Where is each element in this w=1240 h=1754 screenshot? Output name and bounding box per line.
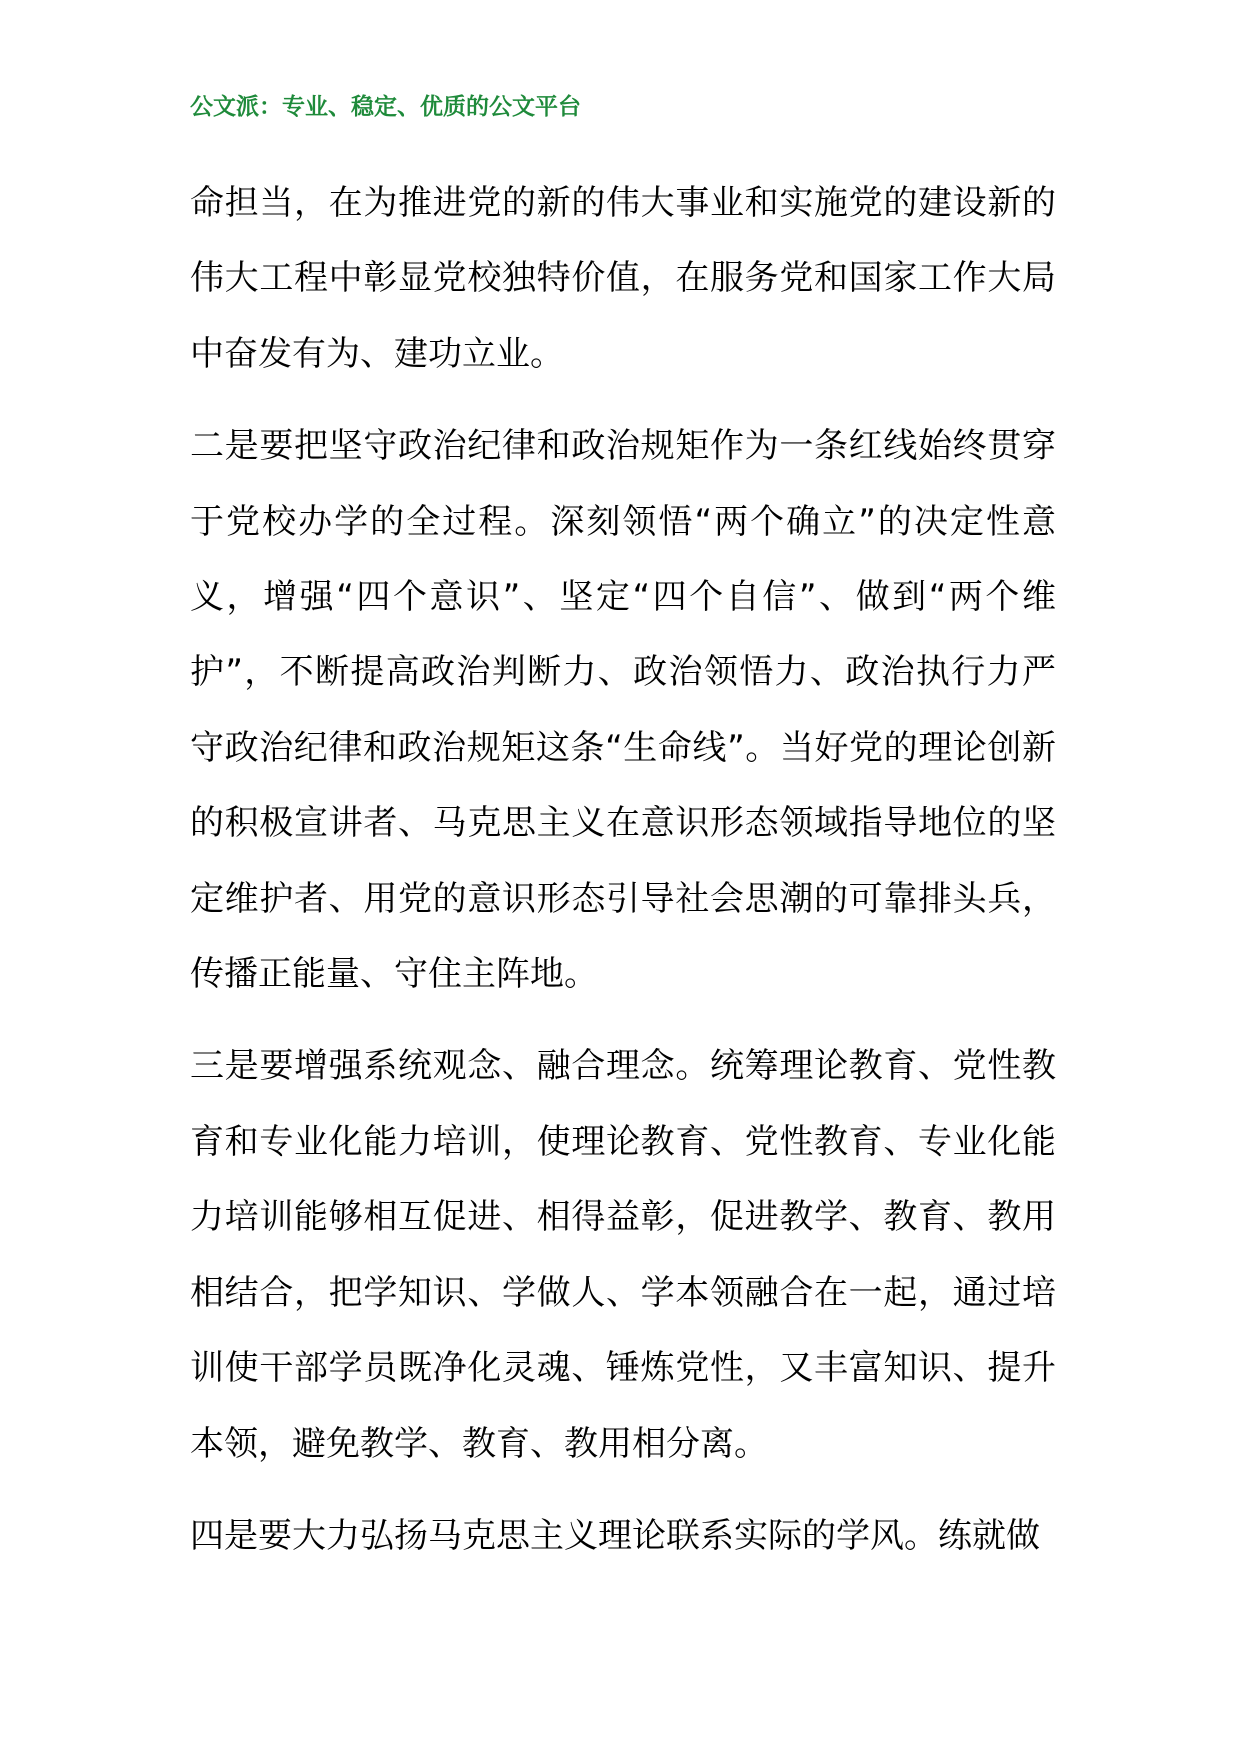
paragraph-3: 三是要增强系统观念、融合理念。统筹理论教育、党性教育和专业化能力培训，使理论教育、党性教育、专业化能力培训能够相互促进、相得益彰，促进教学、教育、教用相结合，把学知识、学做人、学本领融合在一起，通过培训使干部学员既净化灵魂、锤炼党性，又丰富知识、提升本领，避免教学、教育、教用相分离。: [190, 1046, 1056, 1464]
page-header-title: 公文派：专业、稳定、优质的公文平台: [190, 94, 581, 120]
paragraph-1: 命担当，在为推进党的新的伟大事业和实施党的建设新的伟大工程中彰显党校独特价值，在服务党和国家工作大局中奋发有为、建功立业。: [190, 183, 1056, 374]
document-body: [190, 166, 1056, 1574]
paragraph-2: 二是要把坚守政治纪律和政治规矩作为一条红线始终贯穿于党校办学的全过程。深刻领悟“两个确立”的决定性意义，增强“四个意识”、坚定“四个自信”、做到“两个维护”，不断提高政治判断力、政治领悟力、政治执行力严守政治纪律和政治规矩这条“生命线”。当好党的理论创新的积极宣讲者、马克思主义在意识形态领域指导地位的坚定维护者、用党的意识形态引导社会思潮的可靠排头兵，传播正能量、守住主阵地。: [190, 426, 1056, 995]
paragraph-4: 四是要大力弘扬马克思主义理论联系实际的学风。练就做: [190, 1515, 1040, 1556]
